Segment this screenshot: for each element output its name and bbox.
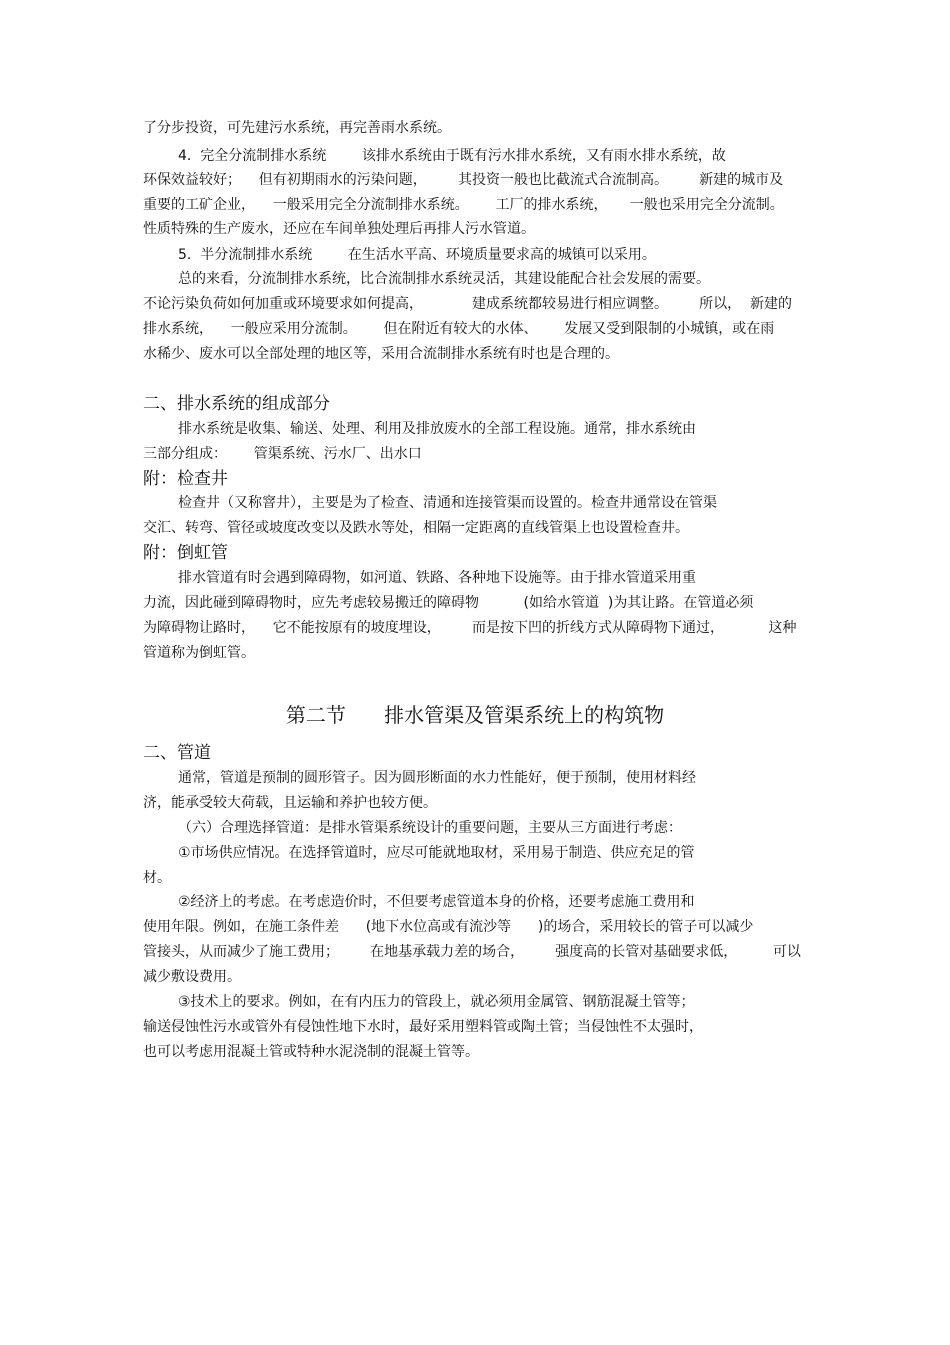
- paragraph-line: 也可以考虑用混凝土管或特种水泥浇制的混凝土管等。: [143, 1044, 479, 1060]
- paragraph-line: 输送侵蚀性污水或管外有侵蚀性地下水时，最好采用塑料管或陶土管；当侵蚀性不太强时，: [143, 1019, 703, 1035]
- paragraph-line: （六）合理选择管道：是排水管渠系统设计的重要问题，主要从三方面进行考虑：: [178, 820, 682, 836]
- appendix-heading: 附：倒虹管: [143, 543, 228, 563]
- paragraph-line: 交汇、转弯、管径或坡度改变以及跌水等处，相隔一定距离的直线管渠上也设置检查井。: [143, 520, 689, 536]
- paragraph-line: 三部分组成： 管渠系统、污水厂、出水口: [143, 446, 422, 462]
- paragraph-line: 排水系统， 一般应采用分流制。 但在附近有较大的水体、 发展又受到限制的小城镇，或在雨: [143, 321, 775, 337]
- paragraph-line: 力流，因此碰到障碍物时，应先考虑较易搬迁的障碍物 (如给水管道 )为其让路。在管道必须: [143, 595, 754, 611]
- paragraph-line: 排水管道有时会遇到障碍物，如河道、铁路、各种地下设施等。由于排水管道采用重: [178, 570, 696, 586]
- paragraph-line: 重要的工矿企业， 一般采用完全分流制排水系统。 工厂的排水系统， 一般也采用完全分流制。: [143, 197, 784, 213]
- subsection-heading: 二、管道: [143, 743, 211, 763]
- paragraph-line: 环保效益较好； 但有初期雨水的污染问题， 其投资一般也比截流式合流制高。 新建的城市及: [143, 172, 784, 188]
- section-title: 第二节 排水管渠及管渠系统上的构筑物: [285, 703, 665, 727]
- subsection-heading: 二、排水系统的组成部分: [143, 394, 330, 414]
- paragraph-line: 性质特殊的生产废水，还应在车间单独处理后再排人污水管道。: [143, 221, 535, 237]
- paragraph-line: ②经济上的考虑。在考虑造价时，不但要考虑管道本身的价格，还要考虑施工费用和: [178, 894, 695, 910]
- paragraph-line: 济，能承受较大荷载，且运输和养护也较方便。: [143, 795, 437, 811]
- paragraph-line: 通常，管道是预制的圆形管子。因为圆形断面的水力性能好，便于预制，使用材料经: [178, 770, 696, 786]
- paragraph-line: 使用年限。例如，在施工条件差 (地下水位高或有流沙等 )的场合，采用较长的管子可以减少: [143, 919, 754, 935]
- paragraph-line: 管接头，从而减少了施工费用； 在地基承载力差的场合， 强度高的长管对基础要求低， 可以: [143, 944, 801, 960]
- paragraph-line: 排水系统是收集、输送、处理、利用及排放废水的全部工程设施。通常，排水系统由: [178, 421, 696, 437]
- paragraph-line: 5. 半分流制排水系统 在生活水平高、环境质量要求高的城镇可以采用。: [178, 247, 656, 263]
- paragraph-line: 了分步投资，可先建污水系统，再完善雨水系统。: [143, 120, 451, 136]
- appendix-heading: 附：检查井: [143, 469, 228, 489]
- paragraph-line: 不论污染负荷如何加重或环境要求如何提高， 建成系统都较易进行相应调整。 所以， 新建的: [143, 296, 793, 312]
- paragraph-line: 总的来看，分流制排水系统，比合流制排水系统灵活，其建设能配合社会发展的需要。: [178, 271, 710, 287]
- paragraph-line: 4. 完全分流制排水系统 该排水系统由于既有污水排水系统，又有雨水排水系统，故: [178, 148, 726, 164]
- paragraph-line: 材。: [143, 870, 171, 886]
- paragraph-line: 检查井（又称窨井），主要是为了检查、清通和连接管渠而设置的。检查井通常设在管渠: [178, 495, 717, 511]
- paragraph-line: ③技术上的要求。例如，在有内压力的管段上，就必须用金属管、钢筋混凝土管等；: [178, 994, 695, 1010]
- paragraph-line: 减少敷设费用。: [143, 969, 241, 985]
- paragraph-line: 管道称为倒虹管。: [143, 645, 255, 661]
- paragraph-line: ①市场供应情况。在选择管道时，应尽可能就地取材，采用易于制造、供应充足的管: [178, 845, 695, 861]
- paragraph-line: 水稀少、废水可以全部处理的地区等，采用合流制排水系统有时也是合理的。: [143, 346, 619, 362]
- paragraph-line: 为障碍物让路时， 它不能按原有的坡度埋设， 而是按下凹的折线方式从障碍物下通过， 这种: [143, 620, 797, 636]
